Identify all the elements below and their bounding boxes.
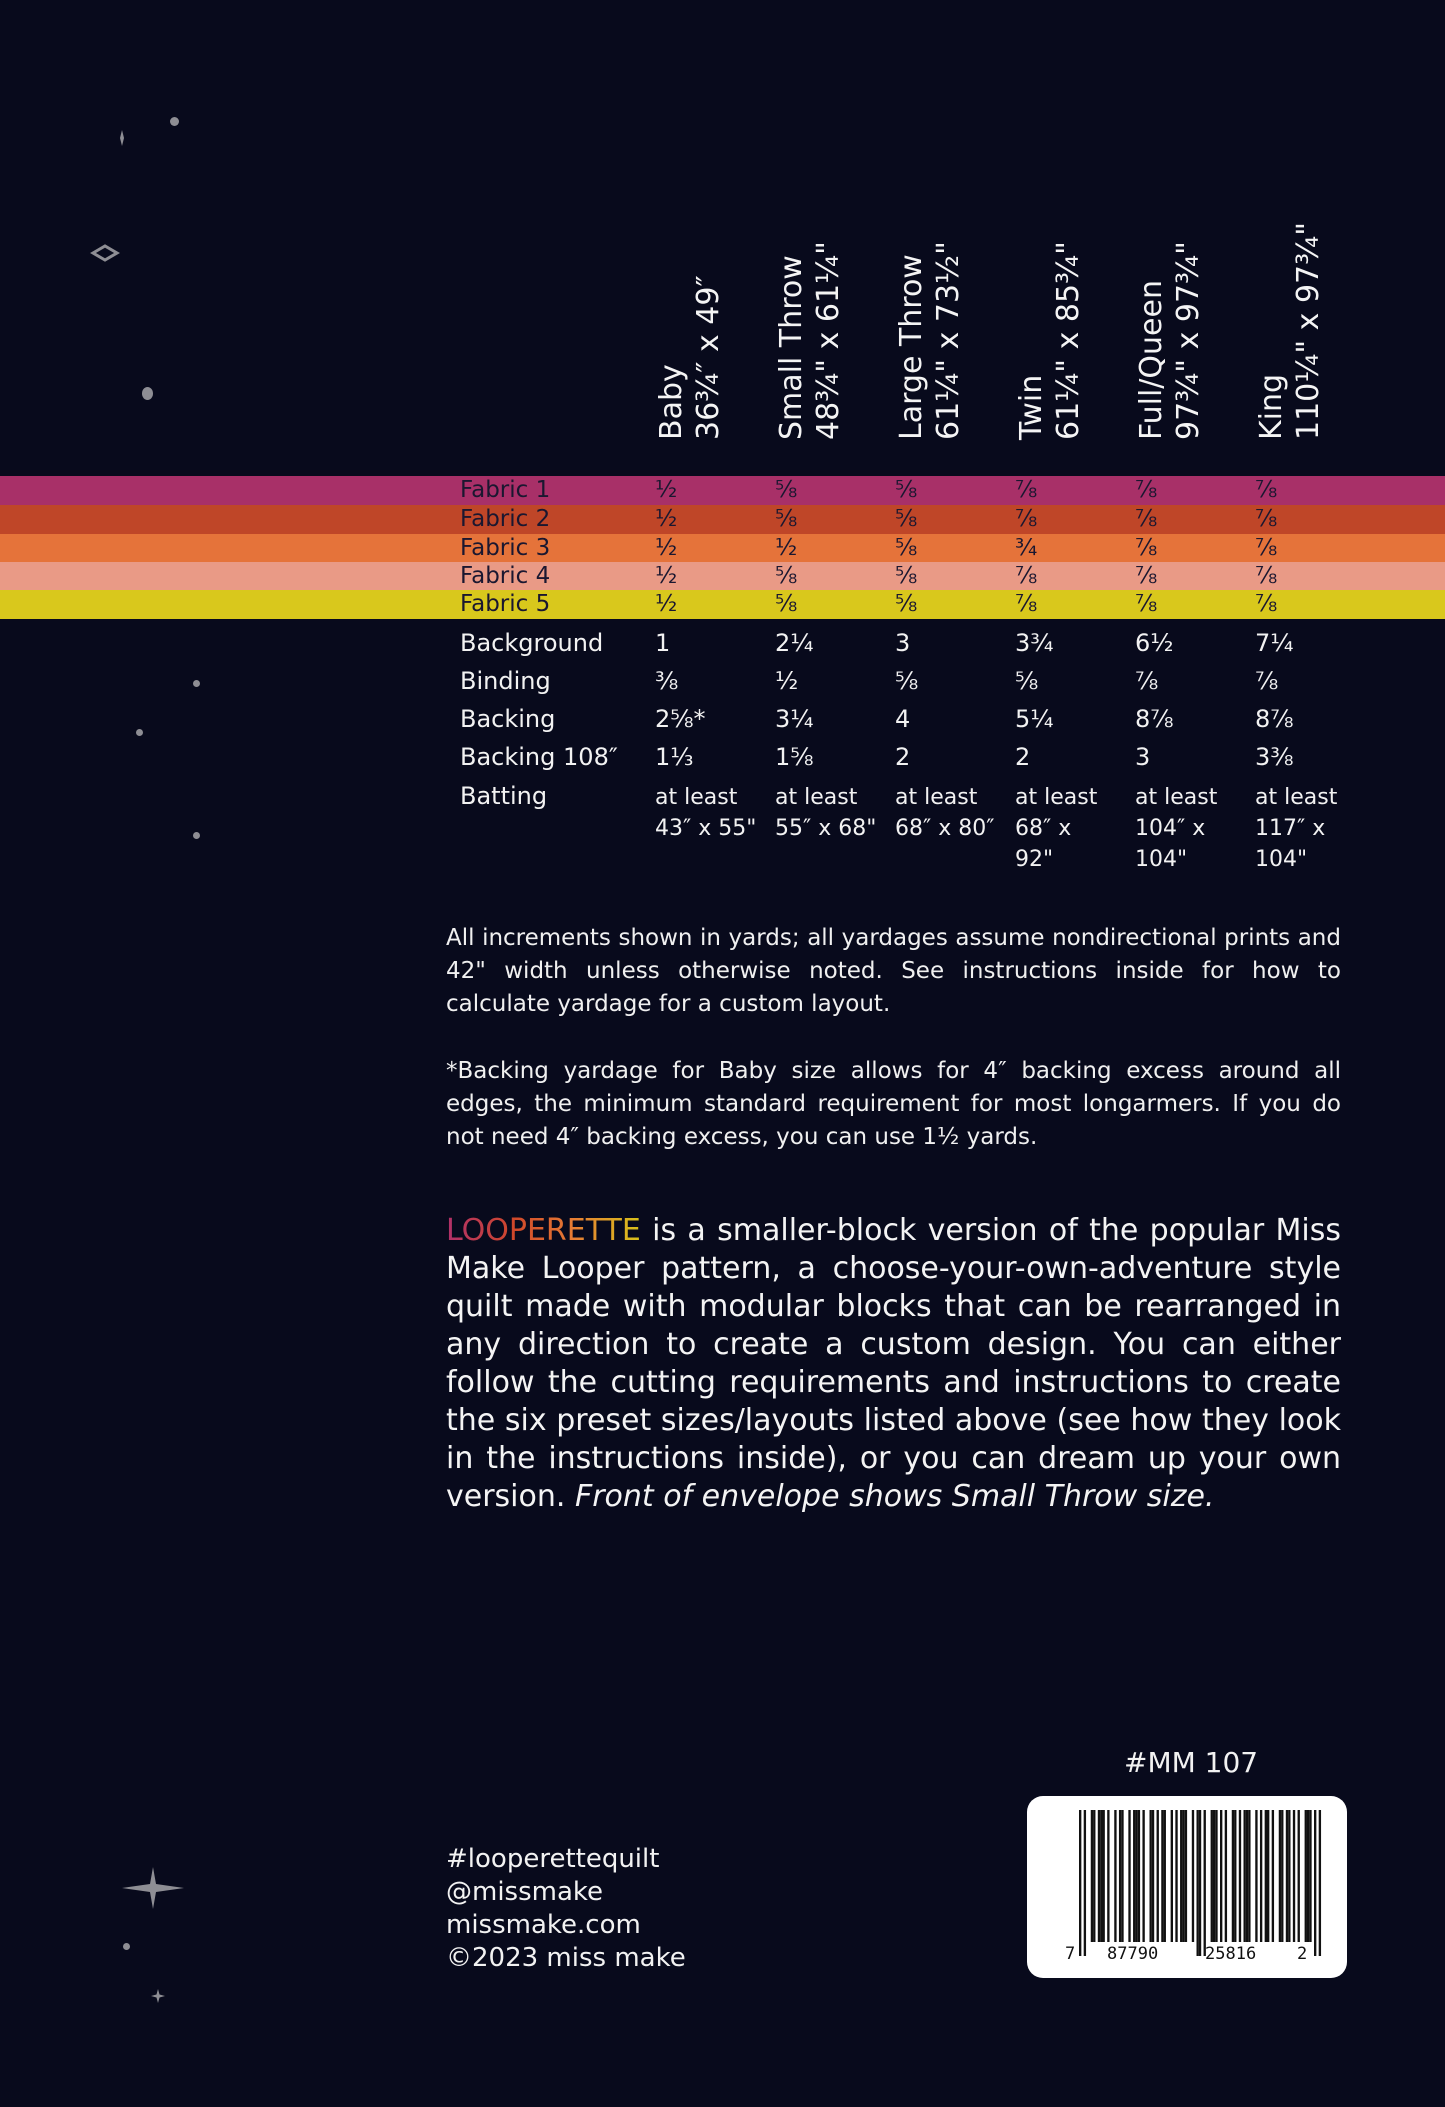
barcode-bar [1288, 1810, 1290, 1942]
burst-star-icon [118, 1863, 188, 1913]
size-dims: 36¾″ x 49″ [691, 275, 726, 440]
barcode-bar [1215, 1810, 1217, 1942]
barcode-bar [1138, 1810, 1140, 1942]
yardage-cell: 1⅓ [655, 743, 694, 771]
barcode-bar [1314, 1810, 1316, 1956]
yardage-cell: ⅝ [1015, 667, 1039, 695]
description-body: is a smaller-block version of the popular Miss Make Looper pattern, a choose-your-own-adventure style quilt made with modular blocks that can be rearranged in any direction to create a custom design. You can either follow the cutting requirements and instructions to create the six preset sizes/layouts listed above (see how they look in the instructions inside), or you can dream up your own version. [446, 1213, 1341, 1514]
fabric-row [0, 534, 1445, 563]
batting-line: at least [1015, 785, 1098, 810]
sparkle-icon [112, 128, 132, 148]
yardage-cell: 4 [895, 705, 911, 733]
increments-note: All increments shown in yards; all yardages assume nondirectional prints and 42" width unless otherwise noted. See instructions inside for how to calculate yardage for a custom layout. [446, 925, 1341, 1017]
star-dot [170, 117, 179, 126]
yardage-cell: 5¼ [1015, 705, 1054, 733]
barcode-bar [1286, 1810, 1288, 1942]
yardage-cell: ⅞ [1135, 506, 1158, 532]
fabric-row [0, 590, 1445, 619]
batting-cell [775, 782, 895, 844]
size-name: Baby [654, 364, 689, 440]
yardage-cell: 6½ [1135, 629, 1174, 657]
barcode-bar [1220, 1810, 1222, 1942]
copyright: ©2023 miss make [446, 1943, 686, 1973]
yardage-cell: ⅞ [1255, 506, 1278, 532]
barcode-bar [1255, 1810, 1257, 1942]
barcode-bar [1244, 1810, 1246, 1942]
size-dims: 61¼" x 85¾" [1051, 241, 1086, 440]
barcode-digits: 25816 [1205, 1944, 1257, 1964]
batting-line: 117″ x [1255, 816, 1326, 841]
barcode-bar [1260, 1810, 1262, 1942]
fabric-label: Fabric 1 [460, 477, 551, 503]
row-label-suffix: 108″ [563, 743, 618, 771]
size-name: Large Throw [894, 254, 929, 440]
yardage-cell: ½ [775, 535, 798, 561]
barcode-bar [1298, 1810, 1300, 1942]
barcode-bar [1098, 1810, 1100, 1942]
yardage-cell: ½ [655, 591, 678, 617]
batting-line: at least [1255, 785, 1338, 810]
yardage-cell: ½ [655, 477, 678, 503]
barcode-bar [1204, 1810, 1206, 1956]
yardage-row [0, 703, 1445, 737]
yardage-cell: 2 [895, 743, 911, 771]
yardage-cell: ⅝ [895, 667, 919, 695]
yardage-cell: ⅝ [895, 506, 918, 532]
yardage-cell: ⅞ [1135, 563, 1158, 589]
size-dims: 61¼" x 73½" [931, 241, 966, 440]
size-name: Full/Queen [1134, 280, 1169, 440]
barcode-digit: 7 [1065, 1944, 1076, 1964]
batting-line: 104" [1255, 847, 1308, 872]
size-header [1013, 241, 1087, 440]
yardage-cell: ⅝ [895, 591, 918, 617]
hashtag: #looperettequilt [446, 1844, 660, 1874]
yardage-cell: ⅝ [775, 506, 798, 532]
batting-line: 43″ x 55" [655, 816, 757, 841]
size-header [1133, 241, 1207, 440]
batting-line: 92" [1015, 847, 1054, 872]
size-header [1253, 222, 1327, 440]
yardage-cell: ⅝ [775, 591, 798, 617]
barcode-bar [1232, 1810, 1234, 1942]
fabric-label: Fabric 3 [460, 535, 551, 561]
brand-name: LOOPERETTE [446, 1213, 641, 1248]
yardage-cell: 1 [655, 629, 671, 657]
batting-line: 104″ x [1135, 816, 1206, 841]
size-header [773, 241, 847, 440]
barcode-bar [1100, 1810, 1102, 1942]
barcode-bar [1152, 1810, 1154, 1942]
yardage-cell: ⅝ [895, 535, 918, 561]
star-dot [123, 1943, 130, 1950]
yardage-cell: ½ [655, 535, 678, 561]
yardage-cell: ⅞ [1135, 591, 1158, 617]
barcode-bar [1107, 1810, 1109, 1942]
batting-line: at least [655, 785, 738, 810]
barcode-bar [1248, 1810, 1250, 1942]
batting-cell [1015, 782, 1135, 875]
barcode-bar [1114, 1810, 1116, 1942]
barcode-bar [1093, 1810, 1095, 1942]
yardage-cell: ¾ [1015, 535, 1038, 561]
barcode-digit: 2 [1297, 1944, 1308, 1964]
batting-cell [1255, 782, 1375, 875]
fabric-row [0, 562, 1445, 591]
row-label: Backing [460, 705, 556, 733]
barcode-bar [1213, 1810, 1215, 1942]
size-name: Twin [1014, 374, 1049, 440]
yardage-row [0, 665, 1445, 699]
yardage-cell: ⅞ [1135, 667, 1159, 695]
yardage-cell: ⅞ [1255, 477, 1278, 503]
barcode-bar [1079, 1810, 1081, 1956]
row-label: Batting [460, 782, 548, 810]
fabric-label: Fabric 2 [460, 506, 551, 532]
batting-line: 104" [1135, 847, 1188, 872]
barcode-bar [1180, 1810, 1182, 1942]
barcode-bar [1135, 1810, 1137, 1942]
yardage-cell: ⅞ [1135, 535, 1158, 561]
yardage-cell: ⅞ [1015, 506, 1038, 532]
barcode-bar [1182, 1810, 1184, 1942]
barcode-bar [1161, 1810, 1163, 1942]
batting-cell [1135, 782, 1255, 875]
barcode-bar [1305, 1810, 1307, 1942]
barcode-bar [1225, 1810, 1227, 1942]
barcode-bar [1309, 1810, 1311, 1942]
yardage-cell: 8⅞ [1135, 705, 1174, 733]
barcode-bar [1150, 1810, 1152, 1942]
yardage-cell: 2 [1015, 743, 1031, 771]
barcode-bar [1239, 1810, 1241, 1942]
yardage-cell: ⅝ [895, 563, 918, 589]
barcode-bar [1199, 1810, 1201, 1956]
size-dims: 97¾" x 97¾" [1171, 241, 1206, 440]
yardage-cell: ⅝ [775, 477, 798, 503]
yardage-cell: ⅞ [1015, 563, 1038, 589]
batting-cell [895, 782, 1015, 844]
barcode-bar [1185, 1810, 1187, 1942]
barcode-bar [1267, 1810, 1269, 1942]
sparkle-icon [150, 1988, 166, 2004]
fabric-row [0, 476, 1445, 505]
yardage-cell: ⅞ [1255, 667, 1279, 695]
barcode-bar [1319, 1810, 1321, 1956]
yardage-cell: 8⅞ [1255, 705, 1294, 733]
size-header [893, 241, 967, 440]
batting-cell [655, 782, 775, 844]
size-name: King [1254, 373, 1289, 440]
barcode-bar [1171, 1810, 1173, 1942]
row-label [460, 741, 618, 773]
barcode-bar [1142, 1810, 1144, 1942]
yardage-cell: 3 [1135, 743, 1151, 771]
backing-note: *Backing yardage for Baby size allows for 4″ backing excess around all edges, the minimum standard requirement for most longarmers. If you do not need 4″ backing excess, you can use 1½ yards. [446, 1058, 1341, 1150]
batting-line: at least [1135, 785, 1218, 810]
barcode-bar [1192, 1810, 1194, 1942]
yardage-cell: ⅞ [1015, 477, 1038, 503]
diamond-star-icon [90, 243, 120, 263]
yardage-cell: ⅞ [1255, 563, 1278, 589]
yardage-cell: 3¾ [1015, 629, 1054, 657]
star-dot [193, 832, 200, 839]
row-label: Binding [460, 667, 551, 695]
yardage-cell: ⅜ [655, 667, 679, 695]
footer-info [446, 1843, 686, 1975]
yardage-cell: ⅞ [1135, 477, 1158, 503]
star-dot [142, 387, 153, 400]
yardage-cell: ½ [655, 563, 678, 589]
yardage-cell: 2¼ [775, 629, 814, 657]
barcode-bar [1175, 1810, 1177, 1942]
yardage-row [0, 627, 1445, 661]
barcode-bar [1265, 1810, 1267, 1942]
barcode-bar [1119, 1810, 1121, 1942]
barcode-bar [1211, 1810, 1213, 1942]
barcode-bar [1281, 1810, 1283, 1942]
barcode-bar [1128, 1810, 1130, 1942]
barcode-bar [1091, 1810, 1093, 1942]
batting-line: 68″ x [1015, 816, 1072, 841]
yardage-cell: ⅝ [895, 477, 918, 503]
batting-line: at least [895, 785, 978, 810]
yardage-row [0, 741, 1445, 775]
barcode-bar [1121, 1810, 1123, 1942]
sku-number: #MM 107 [1124, 1746, 1259, 1779]
yardage-cell: ½ [655, 506, 678, 532]
size-dims: 110¼" x 97¾" [1291, 221, 1326, 440]
barcode-bar [1234, 1810, 1236, 1942]
barcode-bar [1103, 1810, 1105, 1942]
barcode-bar [1272, 1810, 1274, 1942]
barcode-bar [1084, 1810, 1086, 1956]
barcode-bar [1246, 1810, 1248, 1942]
batting-line: at least [775, 785, 858, 810]
yardage-cell: ⅞ [1255, 591, 1278, 617]
barcode-bar [1164, 1810, 1166, 1942]
social-handle: @missmake [446, 1877, 604, 1907]
website: missmake.com [446, 1910, 641, 1940]
batting-line: 55″ x 68" [775, 816, 877, 841]
row-label: Background [460, 629, 604, 657]
yardage-cell: ⅞ [1255, 535, 1278, 561]
size-header [653, 275, 727, 440]
fabric-label: Fabric 5 [460, 591, 551, 617]
yardage-cell: ⅞ [1015, 591, 1038, 617]
barcode [1027, 1796, 1347, 1978]
size-dims: 48¾" x 61¼" [811, 241, 846, 440]
pattern-description [446, 1212, 1341, 1516]
yardage-cell: 1⅝ [775, 743, 814, 771]
yardage-cell: 2⅝* [655, 705, 706, 733]
barcode-bar [1133, 1810, 1135, 1942]
barcode-bar [1197, 1810, 1199, 1956]
yardage-cell: 3¼ [775, 705, 814, 733]
yardage-cell: 3⅜ [1255, 743, 1294, 771]
fabric-row [0, 505, 1445, 534]
yardage-cell: 3 [895, 629, 911, 657]
description-italic: Front of envelope shows Small Throw size. [574, 1479, 1215, 1514]
yardage-cell: ⅝ [775, 563, 798, 589]
yardage-cell: ½ [775, 667, 799, 695]
barcode-bar [1307, 1810, 1309, 1942]
row-label-text: Backing [460, 743, 556, 771]
barcode-bar [1293, 1810, 1295, 1942]
barcode-bar [1157, 1810, 1159, 1942]
yardage-cell: 7¼ [1255, 629, 1294, 657]
barcode-digits: 87790 [1107, 1944, 1159, 1964]
batting-line: 68″ x 80″ [895, 816, 995, 841]
barcode-bar [1279, 1810, 1281, 1942]
fabric-label: Fabric 4 [460, 563, 551, 589]
size-name: Small Throw [774, 255, 809, 440]
